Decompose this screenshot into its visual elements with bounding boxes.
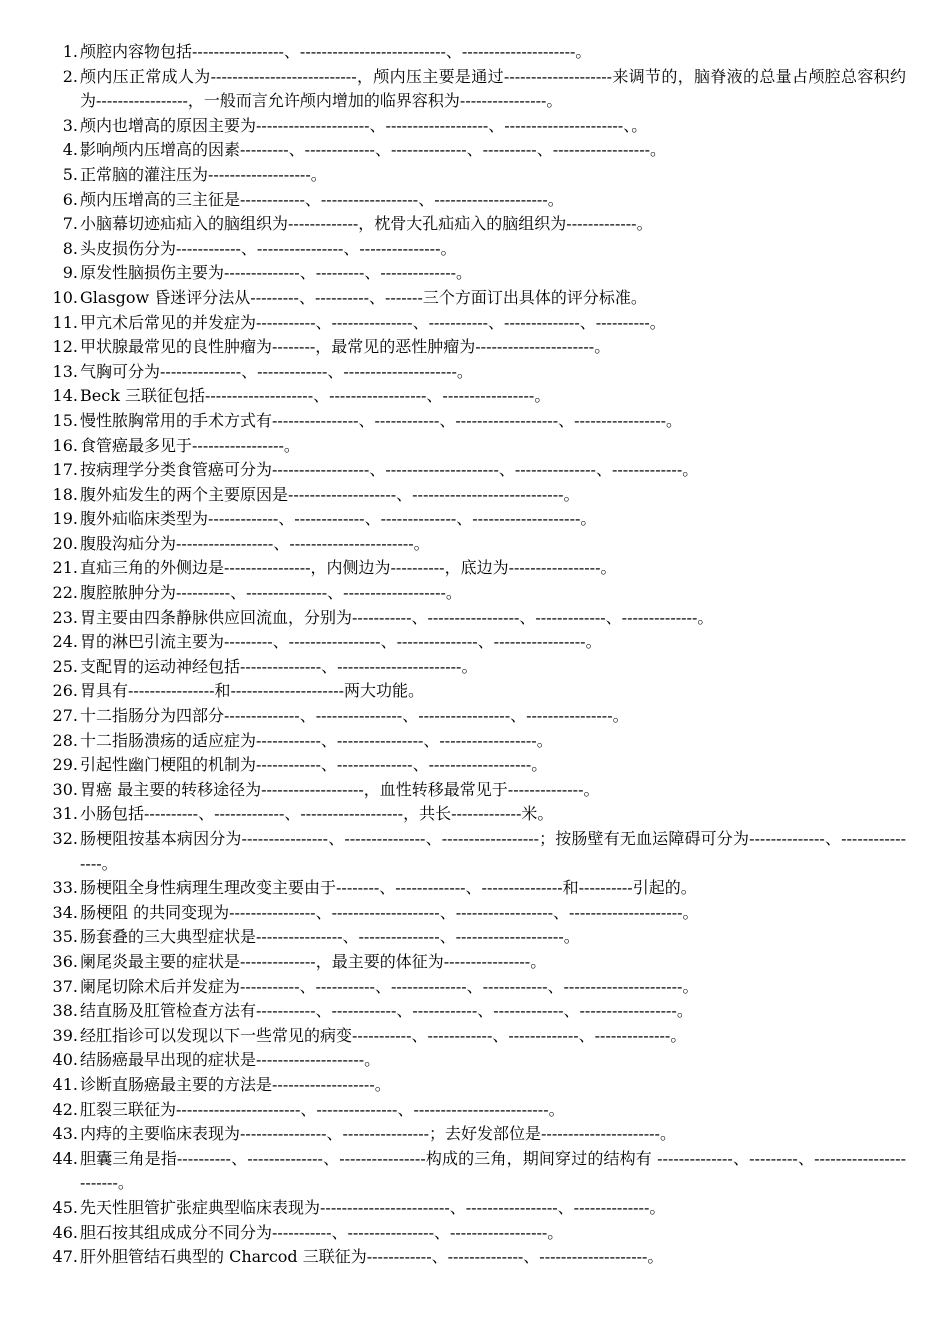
question-number: 32. bbox=[52, 829, 78, 848]
question-item bbox=[40, 581, 906, 606]
question-number: 25. bbox=[52, 656, 78, 676]
question-text: 食管癌最多见于-----------------。 bbox=[80, 435, 300, 455]
question-text: 胃主要由四条静脉供应回流血，分别为-----------、-----------------、-------------、--------------。 bbox=[80, 607, 714, 627]
question-number: 29. bbox=[52, 755, 78, 775]
question-item bbox=[40, 975, 906, 1000]
question-text: 甲状腺最常见的良性肿瘤为--------，最常见的恶性肿瘤为----------------------。 bbox=[80, 337, 611, 357]
question-number: 16. bbox=[52, 435, 78, 455]
question-number: 44. bbox=[52, 1148, 78, 1168]
question-item bbox=[40, 753, 906, 778]
question-item bbox=[40, 802, 906, 827]
question-text: 腹外疝发生的两个主要原因是--------------------、----------------------------。 bbox=[80, 484, 580, 504]
question-item bbox=[40, 1122, 906, 1147]
question-number: 46. bbox=[52, 1222, 78, 1242]
question-text: Glasgow 昏迷评分法从---------、----------、-------三个方面订出具体的评分标准。 bbox=[80, 287, 647, 307]
question-item bbox=[40, 1221, 906, 1246]
question-number: 20. bbox=[52, 533, 78, 553]
question-text: 颅内压正常成人为---------------------------，颅内压主要是通过--------------------来调节的，脑脊液的总量占颅腔总容积约为-----------------，一般而言允许颅内增加的临界容积为----------------。 bbox=[80, 66, 906, 111]
question-number: 42. bbox=[52, 1099, 78, 1119]
question-text: 原发性脑损伤主要为--------------、---------、--------------。 bbox=[80, 263, 473, 283]
question-number: 5. bbox=[62, 164, 78, 184]
question-item bbox=[40, 704, 906, 729]
question-item bbox=[40, 65, 906, 114]
question-text: 肝外胆管结石典型的 Charcod 三联征为------------、--------------、--------------------。 bbox=[80, 1247, 664, 1267]
question-number: 40. bbox=[52, 1050, 78, 1070]
question-item bbox=[40, 655, 906, 680]
question-text: 肠套叠的三大典型症状是----------------、---------------、--------------------。 bbox=[80, 927, 580, 947]
question-text: 气胸可分为---------------、-------------、---------------------。 bbox=[80, 361, 473, 381]
question-text: 胆石按其组成成分不同分为-----------、----------------、------------------。 bbox=[80, 1222, 564, 1242]
question-item bbox=[40, 630, 906, 655]
question-number: 8. bbox=[62, 238, 78, 258]
question-item bbox=[40, 827, 906, 876]
question-item bbox=[40, 384, 906, 409]
question-number: 36. bbox=[52, 951, 78, 971]
question-text: 阑尾炎最主要的症状是--------------，最主要的体征为----------------。 bbox=[80, 951, 547, 971]
question-item bbox=[40, 138, 906, 163]
question-number: 41. bbox=[52, 1074, 78, 1094]
question-item bbox=[40, 1024, 906, 1049]
question-number: 24. bbox=[52, 632, 78, 652]
question-number: 12. bbox=[52, 337, 78, 357]
question-number: 38. bbox=[52, 1001, 78, 1021]
question-text: 直疝三角的外侧边是----------------，内侧边为----------，底边为-----------------。 bbox=[80, 558, 617, 578]
question-item bbox=[40, 483, 906, 508]
question-number: 30. bbox=[52, 779, 78, 799]
question-number: 1. bbox=[62, 42, 78, 61]
question-item bbox=[40, 901, 906, 926]
question-number: 4. bbox=[62, 140, 78, 160]
question-item bbox=[40, 729, 906, 754]
question-text: 影响颅内压增高的因素---------、-------------、--------------、----------、------------------。 bbox=[80, 140, 667, 160]
question-text: 经肛指诊可以发现以下一些常见的病变-----------、------------、-------------、--------------。 bbox=[80, 1025, 687, 1045]
question-text: 十二指肠溃疡的适应症为------------、----------------、------------------。 bbox=[80, 730, 553, 750]
question-item bbox=[40, 1098, 906, 1123]
question-text: 肠梗阻 的共同变现为----------------、--------------------、------------------、---------------------。 bbox=[80, 902, 699, 922]
question-number: 11. bbox=[52, 312, 78, 332]
question-text: 胆囊三角是指----------、--------------、----------------构成的三角，期间穿过的结构有 --------------、---------、------------------------。 bbox=[80, 1148, 906, 1193]
question-text: 按病理学分类食管癌可分为------------------、---------------------、---------------、-------------。 bbox=[80, 460, 699, 480]
question-item bbox=[40, 679, 906, 704]
question-item bbox=[40, 188, 906, 213]
question-number: 35. bbox=[52, 927, 78, 947]
question-item bbox=[40, 925, 906, 950]
question-item bbox=[40, 1048, 906, 1073]
question-item bbox=[40, 507, 906, 532]
question-number: 2. bbox=[62, 66, 78, 86]
question-text: 引起性幽门梗阻的机制为------------、--------------、-------------------。 bbox=[80, 755, 548, 775]
question-number: 13. bbox=[52, 361, 78, 381]
question-item bbox=[40, 434, 906, 459]
question-text: 腹外疝临床类型为-------------、-------------、--------------、--------------------。 bbox=[80, 509, 597, 529]
question-item bbox=[40, 876, 906, 901]
question-text: 胃的淋巴引流主要为---------、-----------------、---------------、-----------------。 bbox=[80, 632, 602, 652]
question-item bbox=[40, 311, 906, 336]
question-number: 23. bbox=[52, 607, 78, 627]
question-number: 31. bbox=[52, 804, 78, 824]
question-text: 小肠包括----------、-------------、-------------------，共长-------------米。 bbox=[80, 804, 554, 824]
question-item bbox=[40, 999, 906, 1024]
question-text: 肠梗阻全身性病理生理改变主要由于--------、-------------、---------------和----------引起的。 bbox=[80, 878, 697, 898]
question-text: 小脑幕切迹疝疝入的脑组织为-------------，枕骨大孔疝疝入的脑组织为-------------。 bbox=[80, 214, 653, 234]
question-item bbox=[40, 458, 906, 483]
question-item bbox=[40, 360, 906, 385]
question-item bbox=[40, 286, 906, 311]
question-item bbox=[40, 409, 906, 434]
question-text: 胃具有----------------和---------------------两大功能。 bbox=[80, 681, 425, 701]
question-text: 阑尾切除术后并发症为-----------、-----------、--------------、------------、----------------------。 bbox=[80, 976, 699, 996]
question-item bbox=[40, 114, 906, 139]
question-text: 颅内也增高的原因主要为---------------------、-------------------、----------------------、。 bbox=[80, 115, 648, 135]
question-list bbox=[40, 40, 906, 1270]
question-number: 17. bbox=[52, 460, 78, 480]
question-text: 十二指肠分为四部分--------------、----------------、-----------------、----------------。 bbox=[80, 706, 629, 726]
question-item bbox=[40, 556, 906, 581]
question-item bbox=[40, 1147, 906, 1196]
question-item bbox=[40, 212, 906, 237]
question-item bbox=[40, 261, 906, 286]
question-text: 胃癌 最主要的转移途径为-------------------，血性转移最常见于--------------。 bbox=[80, 779, 600, 799]
question-item bbox=[40, 950, 906, 975]
question-item bbox=[40, 237, 906, 262]
question-text: 结肠癌最早出现的症状是--------------------。 bbox=[80, 1050, 381, 1070]
question-item bbox=[40, 1196, 906, 1221]
question-text: 结直肠及肛管检查方法有-----------、------------、------------、-------------、------------------。 bbox=[80, 1001, 693, 1021]
question-item bbox=[40, 335, 906, 360]
question-text: 诊断直肠癌最主要的方法是-------------------。 bbox=[80, 1074, 391, 1094]
question-text: 头皮损伤分为------------、----------------、---------------。 bbox=[80, 238, 457, 258]
question-number: 34. bbox=[52, 902, 78, 922]
question-item bbox=[40, 532, 906, 557]
question-item bbox=[40, 163, 906, 188]
question-number: 3. bbox=[62, 115, 78, 135]
question-number: 6. bbox=[62, 189, 78, 209]
question-item bbox=[40, 1073, 906, 1098]
question-number: 22. bbox=[52, 583, 78, 603]
question-number: 33. bbox=[52, 878, 78, 898]
question-text: Beck 三联征包括--------------------、------------------、-----------------。 bbox=[80, 386, 551, 406]
question-text: 颅内压增高的三主征是------------、------------------、---------------------。 bbox=[80, 189, 564, 209]
question-text: 肠梗阻按基本病因分为----------------、---------------、------------------；按肠壁有无血运障碍可分为--------------、----------------。 bbox=[80, 829, 906, 873]
question-number: 15. bbox=[52, 410, 78, 430]
question-text: 甲亢术后常见的并发症为-----------、---------------、-----------、--------------、----------。 bbox=[80, 312, 666, 332]
question-text: 支配胃的运动神经包括---------------、-----------------------。 bbox=[80, 656, 478, 676]
question-number: 47. bbox=[52, 1247, 78, 1267]
question-number: 7. bbox=[62, 214, 78, 234]
question-number: 9. bbox=[62, 263, 78, 283]
question-text: 腹股沟疝分为------------------、-----------------------。 bbox=[80, 533, 430, 553]
question-number: 45. bbox=[52, 1197, 78, 1217]
question-number: 21. bbox=[52, 558, 78, 578]
question-number: 19. bbox=[52, 509, 78, 529]
question-number: 28. bbox=[52, 730, 78, 750]
question-text: 慢性脓胸常用的手术方式有----------------、------------、-------------------、-----------------。 bbox=[80, 410, 683, 430]
question-number: 26. bbox=[52, 681, 78, 701]
question-text: 内痔的主要临床表现为----------------、----------------；去好发部位是----------------------。 bbox=[80, 1124, 676, 1144]
question-item bbox=[40, 778, 906, 803]
question-number: 18. bbox=[52, 484, 78, 504]
question-text: 肛裂三联征为-----------------------、---------------、-------------------------。 bbox=[80, 1099, 565, 1119]
question-number: 43. bbox=[52, 1124, 78, 1144]
question-item bbox=[40, 40, 906, 65]
question-text: 先天性胆管扩张症典型临床表现为------------------------、-----------------、--------------。 bbox=[80, 1197, 666, 1217]
question-number: 27. bbox=[52, 706, 78, 726]
question-text: 正常脑的灌注压为-------------------。 bbox=[80, 164, 327, 184]
question-number: 10. bbox=[52, 287, 78, 307]
question-item bbox=[40, 1245, 906, 1270]
question-number: 39. bbox=[52, 1025, 78, 1045]
question-text: 腹腔脓肿分为----------、---------------、-------------------。 bbox=[80, 583, 462, 603]
question-number: 14. bbox=[52, 386, 78, 406]
question-item bbox=[40, 606, 906, 631]
question-number: 37. bbox=[52, 976, 78, 996]
question-text: 颅腔内容物包括-----------------、---------------------------、---------------------。 bbox=[80, 42, 592, 61]
